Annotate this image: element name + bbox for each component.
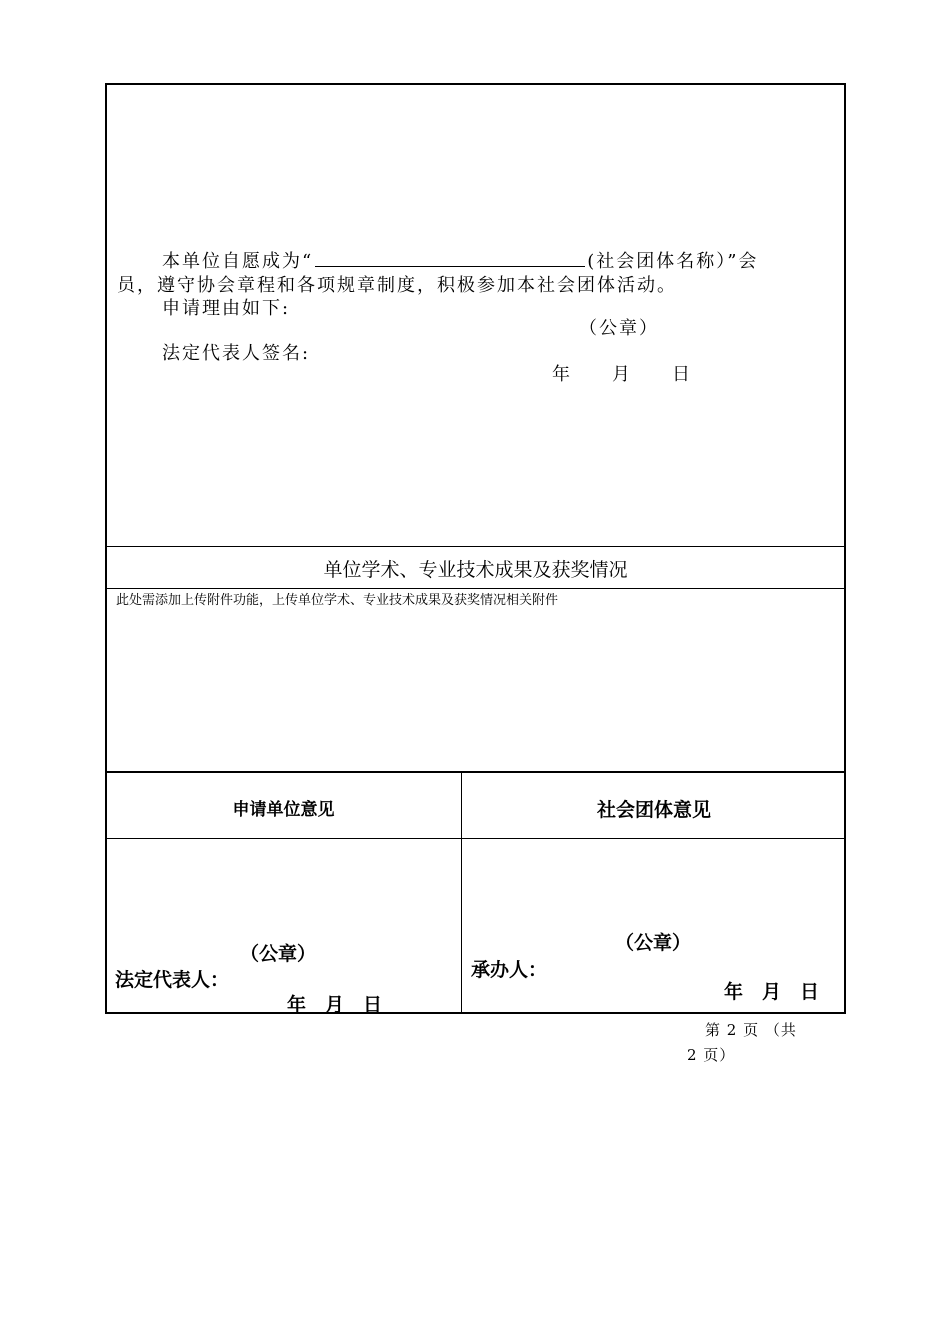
organization-name-blank[interactable] [315,250,585,267]
statement-text-before: 本单位自愿成为“ [162,251,314,272]
statement-text-after: (社会团体名称）”会 [587,251,759,272]
page-number-line-1: 第 2 页 （共 [705,1021,797,1039]
section-divider [105,838,846,839]
applicant-opinion-date: 年 月 日 [287,994,383,1016]
attachment-upload-note: 此处需添加上传附件功能，上传单位学术、专业技术成果及获奖情况相关附件 [116,593,559,608]
statement-line-1 [162,247,758,273]
achievements-heading: 单位学术、专业技术成果及获奖情况 [323,559,628,581]
reason-label: 申请理由如下: [162,298,291,319]
applicant-opinion-heading: 申请单位意见 [232,800,335,820]
page-number-line-2: 2 页） [687,1046,736,1064]
applicant-legal-rep-label: 法定代表人： [115,969,230,991]
applicant-seal-label: （公章） [240,943,317,965]
association-opinion-heading: 社会团体意见 [596,799,711,821]
section-divider [105,546,846,547]
association-opinion-date: 年 月 日 [724,981,820,1003]
form-table-frame [105,83,846,1014]
association-seal-label: （公章） [615,932,692,954]
statement-line-2: 员，遵守协会章程和各项规章制度，积极参加本社会团体活动。 [117,275,677,296]
application-date: 年 月 日 [552,364,692,385]
seal-label: （公章） [579,318,659,339]
legal-rep-signature-label: 法定代表人签名: [162,343,311,364]
handler-label: 承办人： [471,959,548,981]
section-divider [105,771,846,773]
